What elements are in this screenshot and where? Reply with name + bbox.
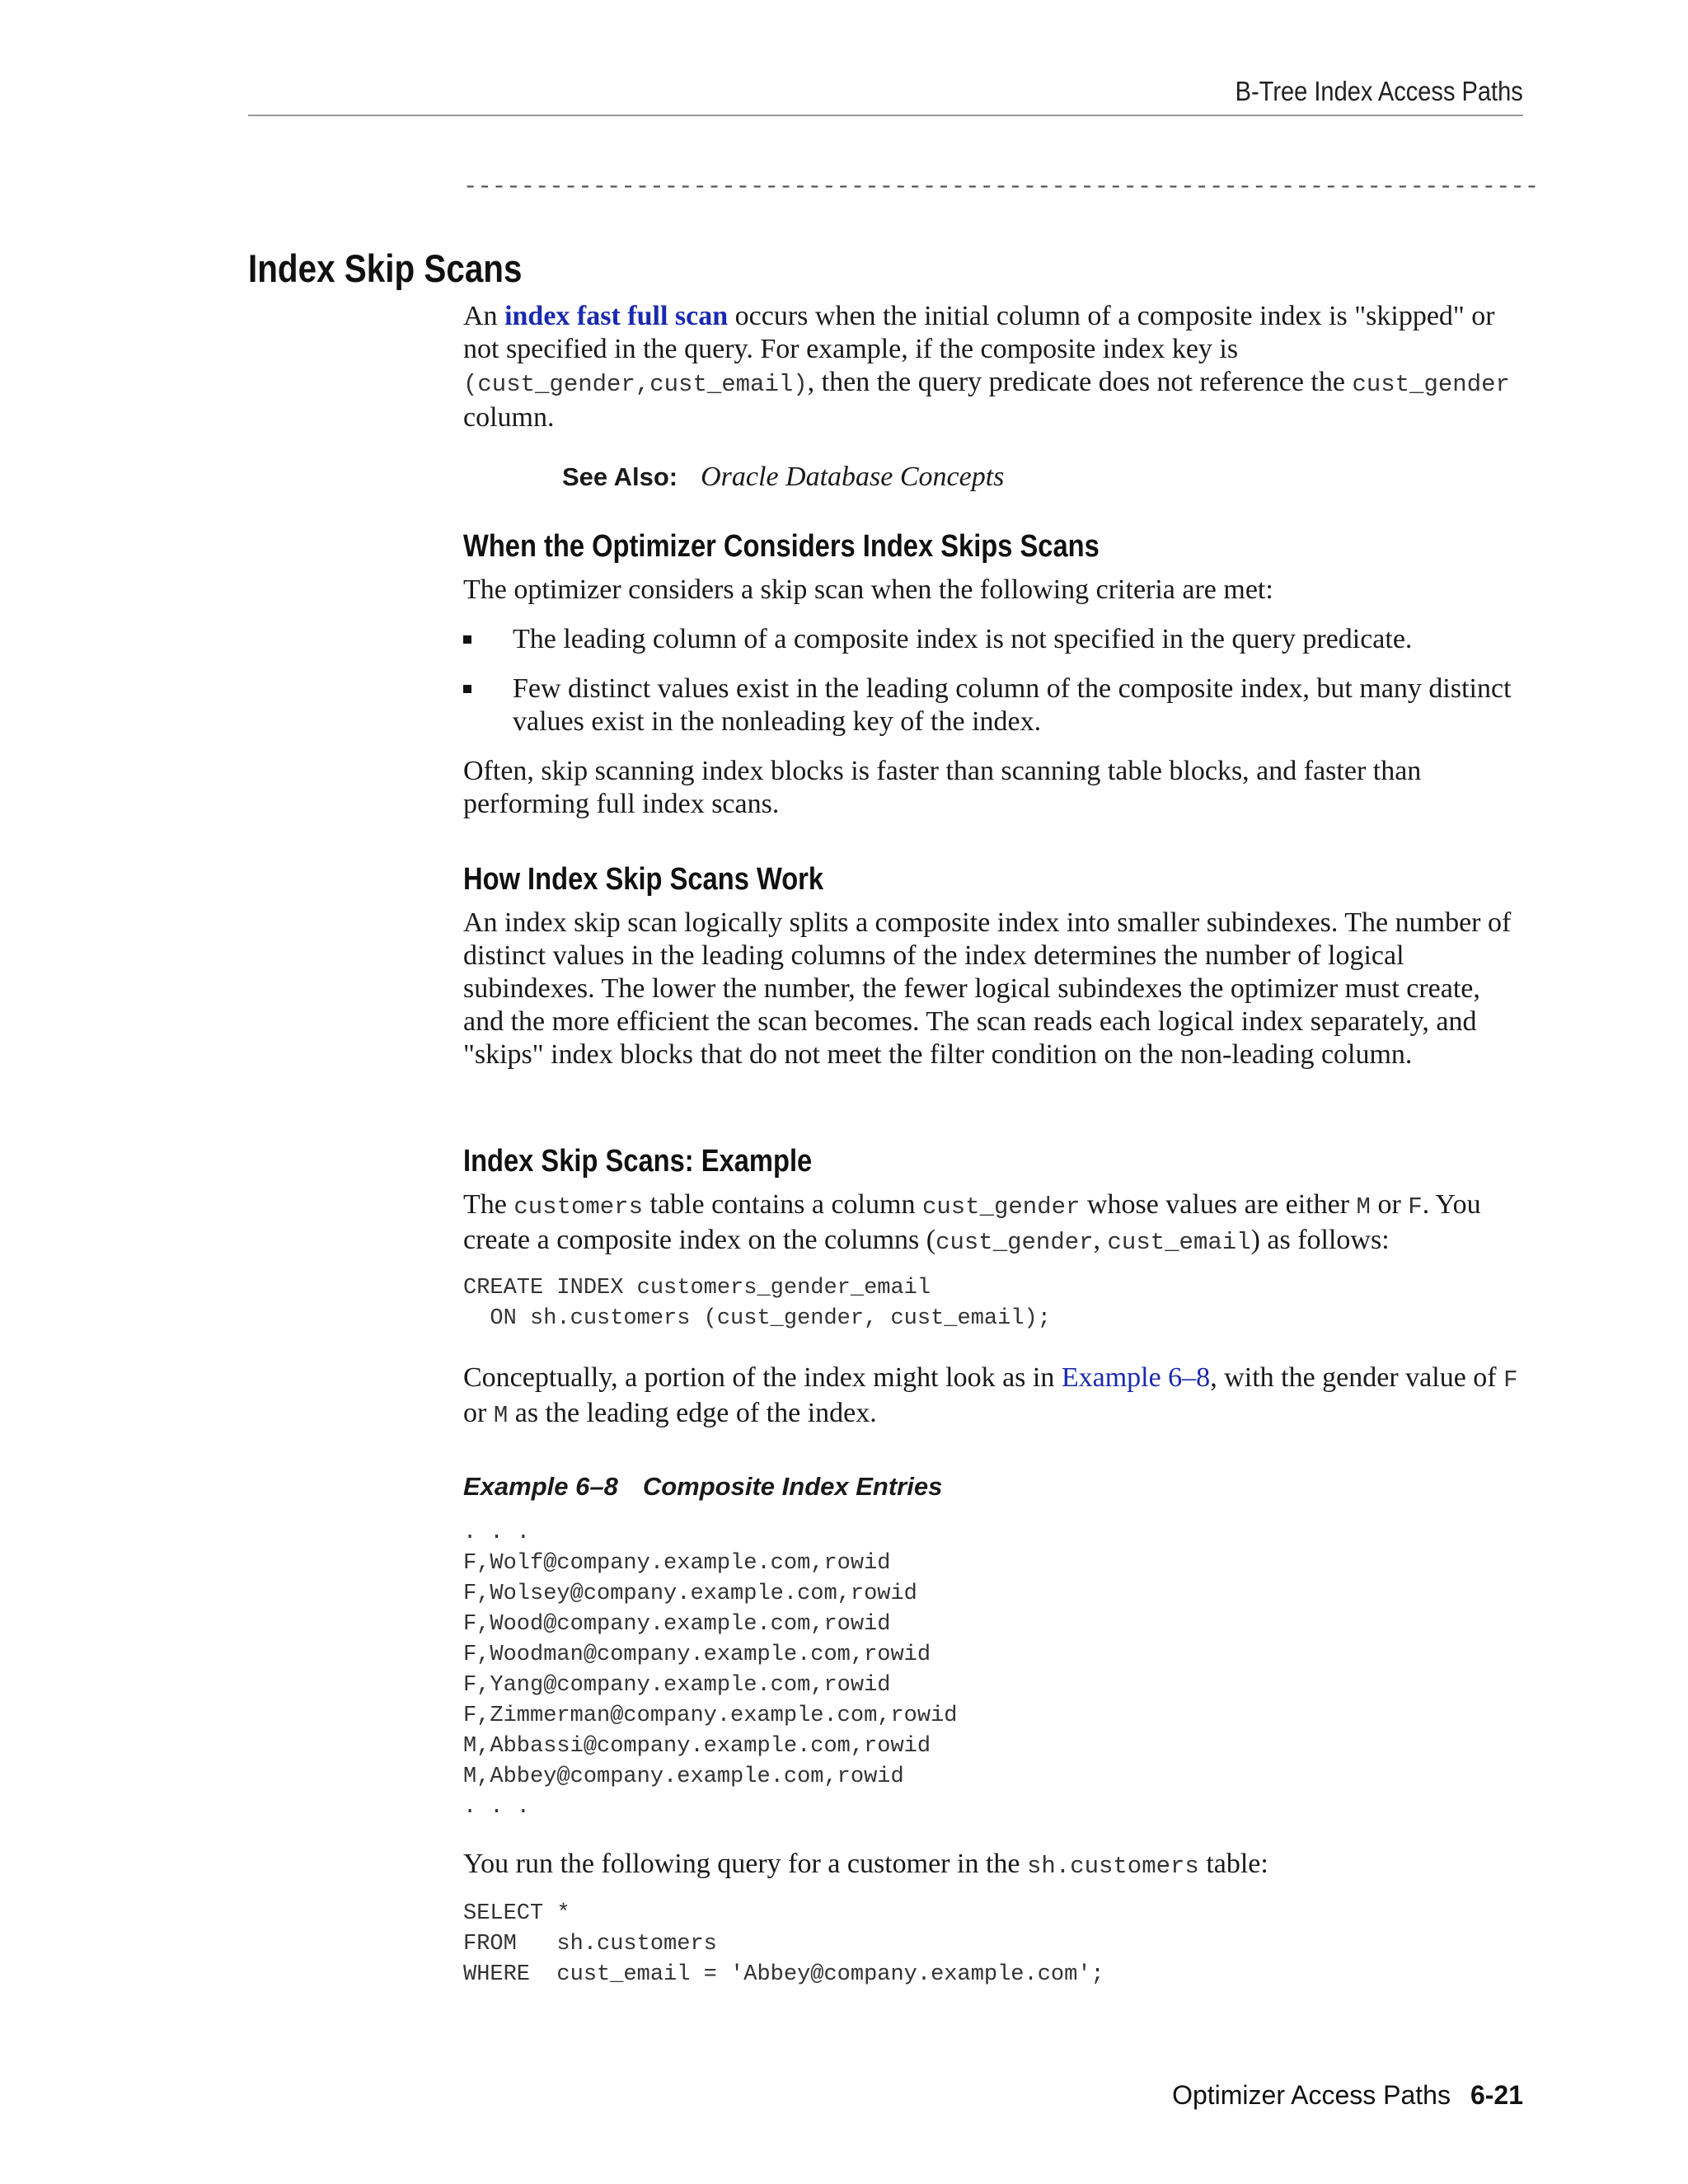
subsection-title-example: Index Skip Scans: Example	[463, 1144, 813, 1179]
page-footer	[1172, 2080, 1523, 2111]
bullet-square-icon	[463, 635, 471, 644]
header-rule	[248, 115, 1523, 116]
subsection-title-when: When the Optimizer Considers Index Skips Scans	[463, 529, 1100, 564]
subsection-title-how: How Index Skip Scans Work	[463, 862, 824, 897]
criteria-lead: The optimizer considers a skip scan when the following criteria are met:	[463, 574, 1273, 605]
running-header: B-Tree Index Access Paths	[1235, 76, 1523, 106]
criteria-block	[463, 574, 1518, 821]
see-also-note	[562, 462, 1004, 493]
example-caption	[463, 1472, 942, 1502]
index-entries-code: . . . F,Wolf@company.example.com,rowid F,Wolsey@company.example.com,rowid F,Wood@company.example.com,rowid F,Woodman@company.example.com,rowid F,Yang@company.example.com,rowid F,Zimmerman@company.example.com,rowid M,Abbassi@company.example.com,rowid M,Abbey@company.example.com,rowid . . .	[463, 1521, 958, 1820]
section-title: Index Skip Scans	[248, 246, 523, 290]
footer-chapter: Optimizer Access Paths	[1172, 2080, 1451, 2110]
see-also-reference: Oracle Database Concepts	[701, 462, 1005, 492]
example-xref-link[interactable]: Example 6–8	[1061, 1362, 1211, 1393]
how-paragraph: An index skip scan logically splits a composite index into smaller subindexes. The number of distinct values in the leading columns of the index determines the number of logical subindexes. The lower the number, the fewer logical subindexes the optimizer must create, and the more efficient the scan becomes. The scan reads each logical index separately, and "skips" index blocks that do not meet the filter condition on the non-leading column.	[463, 907, 1512, 1070]
bullet-square-icon	[463, 685, 471, 693]
criteria-list	[463, 623, 1518, 738]
page-number: 6-21	[1470, 2080, 1523, 2110]
glossary-link[interactable]: index fast full scan	[504, 301, 729, 331]
select-query-code: SELECT * FROM sh.customers WHERE cust_email = 'Abbey@company.example.com';	[463, 1901, 1104, 1987]
create-index-code: CREATE INDEX customers_gender_email ON sh.customers (cust_gender, cust_email);	[463, 1276, 1051, 1331]
query-paragraph: You run the following query for a customer in the sh.customers table:	[463, 1849, 1268, 1880]
intro-paragraph: An index fast full scan occurs when the initial column of a composite index is "skipped" or not specified in the query. For example, if the composite index key is (cust_gender,cust_email), then the query predicate does not reference the cust_gender column.	[463, 301, 1510, 433]
list-item: Few distinct values exist in the leading column of the composite index, but many distinct values exist in the nonleading key of the index.	[463, 673, 1518, 738]
example-title: Composite Index Entries	[642, 1472, 943, 1501]
example-intro-paragraph: The customers table contains a column cust_gender whose values are either M or F. You create a composite index on the columns (cust_gender, cust_email) as follows:	[463, 1189, 1481, 1256]
dashed-rule: ---------------------------------------------------------------------------	[463, 173, 1540, 200]
conceptual-paragraph: Conceptually, a portion of the index might look as in Example 6–8, with the gender value of F or M as the leading edge of the index.	[463, 1362, 1518, 1429]
see-also-label: See Also:	[562, 462, 678, 491]
criteria-closing: Often, skip scanning index blocks is faster than scanning table blocks, and faster than performing full index scans.	[463, 756, 1422, 819]
example-number: Example 6–8	[463, 1472, 618, 1501]
list-item: The leading column of a composite index is not specified in the query predicate.	[463, 623, 1518, 656]
